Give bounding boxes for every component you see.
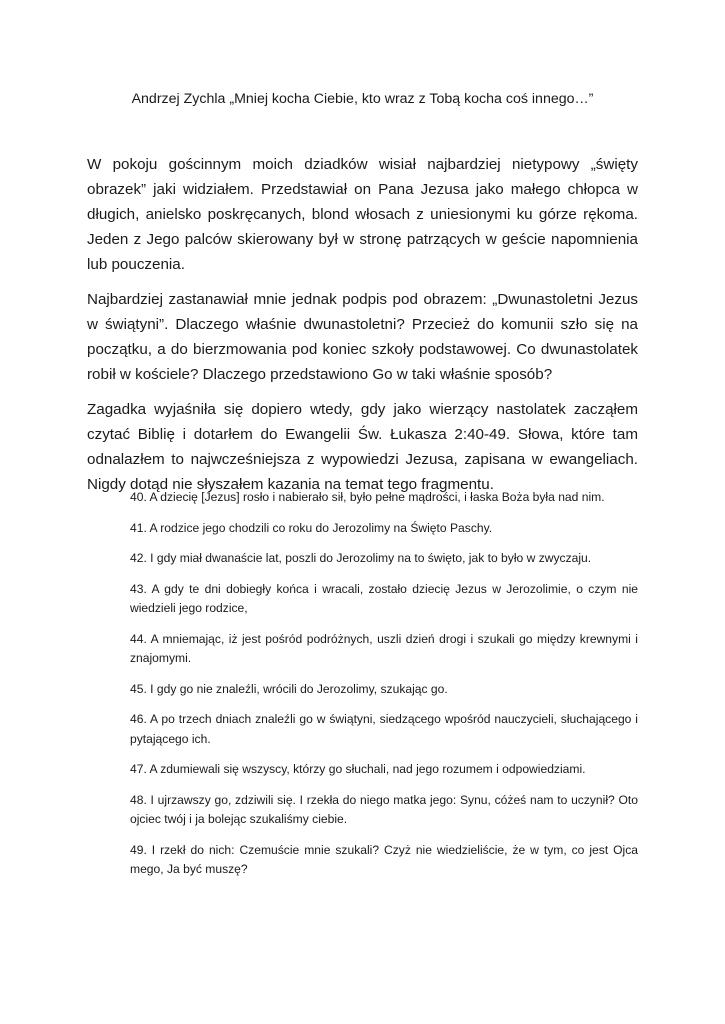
verse-49: 49. I rzekł do nich: Czemuście mnie szukali? Czyż nie wiedzieliście, że w tym, co jest Ojca mego, Ja być muszę? [130, 842, 638, 876]
verse-47: 47. A zdumiewali się wszyscy, którzy go słuchali, nad jego rozumem i odpowiedziami. [130, 762, 586, 776]
scripture-quote [130, 488, 638, 891]
paragraph: Najbardziej zastanawiał mnie jednak podpis pod obrazem: „Dwunastoletni Jezus w świątyni”. Dlaczego właśnie dwunastoletni? Przecież do komunii szło się na początku, a do bierzmowania pod koniec szkoły podstawowej. Co dwunastolatek robił w kościele? Dlaczego przedstawiono Go w taki właśnie sposób? [87, 291, 638, 383]
verse-42: 42. I gdy miał dwanaście lat, poszli do Jerozolimy na to święto, jak to było w zwyczaju. [130, 551, 592, 565]
verse-48: 48. I ujrzawszy go, zdziwili się. I rzekła do niego matka jego: Synu, cóżeś nam to uczynił? Oto ojciec twój i ja bolejąc szukaliśmy ciebie. [130, 792, 638, 826]
verse-44: 44. A mniemając, iż jest pośród podróżnych, uszli dzień drogi i szukali go między krewnymi i znajomymi. [130, 631, 638, 665]
verse-41: 41. A rodzice jego chodzili co roku do Jerozolimy na Święto Paschy. [130, 520, 493, 535]
document-title: Andrzej Zychla „Mniej kocha Ciebie, kto wraz z Tobą kocha coś innego…” [131, 91, 594, 107]
verse-43: 43. A gdy te dni dobiegły końca i wracali, zostało dziecię Jezus w Jerozolimie, o czym nie wiedzieli jego rodzice, [130, 581, 638, 615]
verse-46: 46. A po trzech dniach znaleźli go w świątyni, siedzącego wpośród nauczycieli, słuchającego i pytającego ich. [130, 712, 638, 746]
verse-45: 45. I gdy go nie znaleźli, wrócili do Jerozolimy, szukając go. [130, 681, 448, 696]
paragraph: W pokoju gościnnym moich dziadków wisiał najbardziej nietypowy „święty obrazek” jaki widziałem. Przedstawiał on Pana Jezusa jako małego chłopca w długich, anielsko poskręcanych, blond włosach z uniesionymi ku górze rękoma. Jeden z Jego palców skierowany był w stronę patrzących w geście napomnienia lub pouczenia. [87, 156, 638, 273]
body-text [87, 152, 638, 507]
paragraph: Zagadka wyjaśniła się dopiero wtedy, gdy jako wierzący nastolatek zacząłem czytać Biblię i dotarłem do Ewangelii Św. Łukasza 2:40-49. Słowa, które tam odnalazłem to najwcześniejsza z wypowiedzi Jezusa, zapisana w ewangeliach. Nigdy dotąd nie słyszałem kazania na temat tego fragmentu. [87, 401, 638, 493]
verse-40: 40. A dziecię [Jezus] rosło i nabierało sił, było pełne mądrości, i łaska Boża była nad nim. [130, 490, 605, 504]
